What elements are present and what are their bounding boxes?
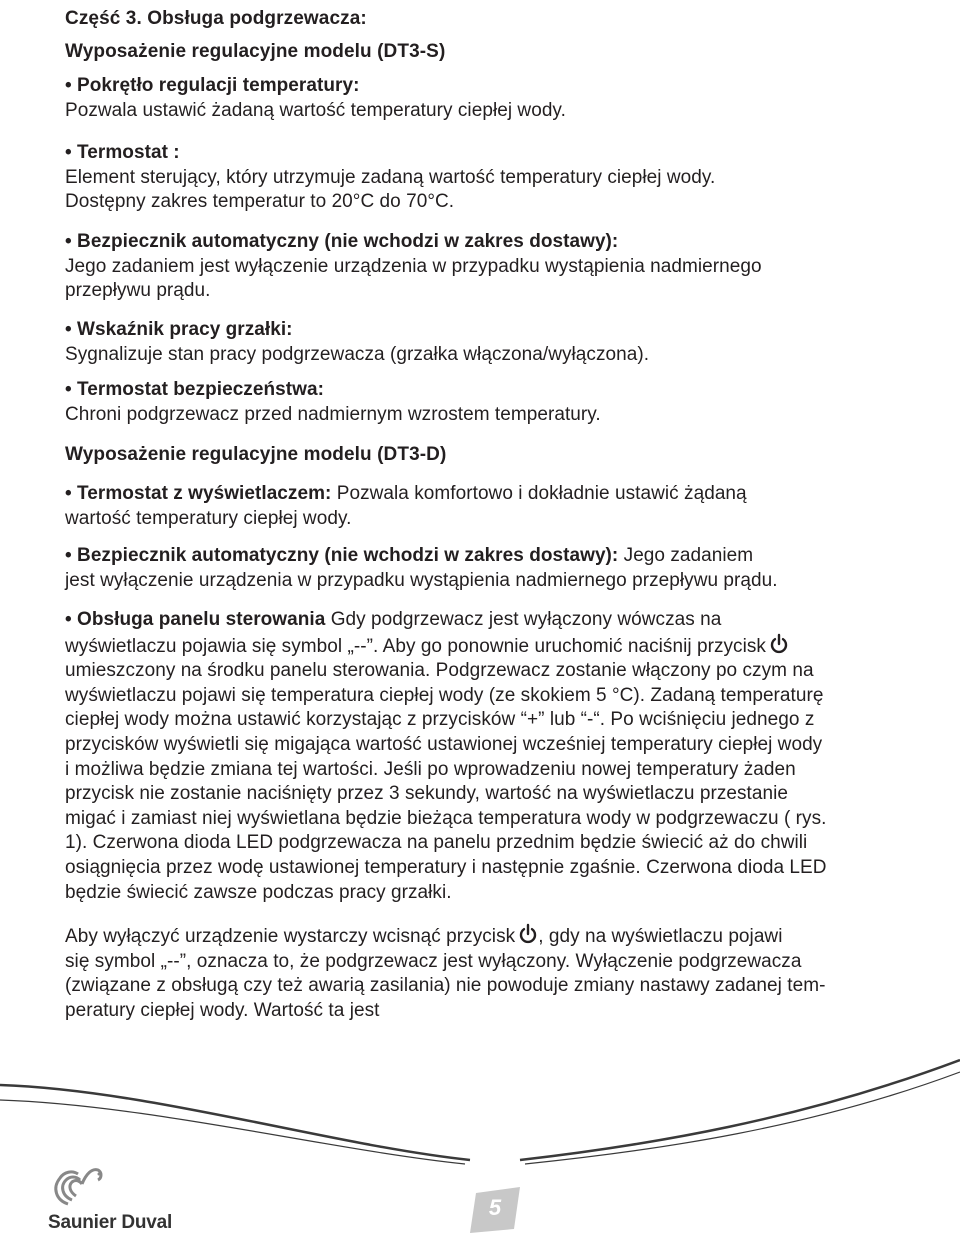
item-line: wyświetlaczu pojawi się temperatura ciepłej wody (ze skokiem 5 °C). Zadaną temperaturę (65, 684, 824, 706)
item-line: Element sterujący, który utrzymuje zadaną wartość temperatury ciepłej wody. (65, 166, 716, 188)
item-line: jest wyłączenie urządzenia w przypadku wystąpienia nadmiernego przepływu prądu. (65, 569, 778, 591)
item-line: będzie świecić zawsze podczas pracy grzałki. (65, 881, 452, 903)
brand-name: Saunier Duval (48, 1212, 173, 1233)
shutdown-paragraph (65, 923, 825, 1023)
item-line: migać i zamiast niej wyświetlana będzie bieżąca temperatura wody w podgrzewaczu ( rys. (65, 807, 827, 829)
item-line: przycisk nie zostanie naciśnięty przez 3 sekundy, wartość na wyświetlaczu przestanie (65, 783, 788, 805)
item-safety-thermostat (65, 378, 601, 427)
bullet: • (65, 75, 72, 96)
item-line: Dostępny zakres temperatur to 20°C do 70°C. (65, 191, 455, 213)
item-line: wartość temperatury ciepłej wody. (65, 507, 352, 529)
item-title: Bezpiecznik automatyczny (nie wchodzi w zakres dostawy): (77, 545, 619, 566)
item-line: przycisków wyświetli się migająca wartość ustawionej wcześniej temperatury ciepłej wody (65, 733, 823, 755)
item-line: umieszczony na środku panelu sterowania. Podgrzewacz zostanie włączony po czym na (65, 660, 814, 682)
model-d-heading: Wyposażenie regulacyjne modelu (DT3-D) (65, 444, 447, 465)
page-number: 5 (488, 1195, 502, 1220)
swan-logo-icon (48, 1160, 118, 1210)
item-title: Termostat bezpieczeństwa: (77, 379, 324, 400)
bullet: • (65, 231, 72, 252)
bullet: • (65, 142, 72, 163)
item-thermostat (65, 141, 715, 215)
section-title: Część 3. Obsługa podgrzewacza: (65, 8, 367, 29)
shutdown-line: peratury ciepłej wody. Wartość ta jest (65, 999, 380, 1021)
bullet: • (65, 483, 72, 504)
item-title: Termostat : (77, 142, 180, 163)
item-title: Wskaźnik pracy grzałki: (77, 319, 293, 340)
item-line: osiągnięcia przez wodę ustawionej temperatury i następnie zgaśnie. Czerwona dioda LED (65, 856, 827, 878)
shutdown-text: Aby wyłączyć urządzenie wystarczy wcisnąć przycisk (65, 926, 516, 947)
item-title: Bezpiecznik automatyczny (nie wchodzi w zakres dostawy): (77, 231, 619, 252)
item-breaker-d (65, 544, 778, 593)
power-icon (769, 633, 789, 655)
item-display-thermostat (65, 482, 747, 531)
item-knob (65, 74, 566, 123)
item-line: Jego zadaniem jest wyłączenie urządzenia w przypadku wystąpienia nadmiernego (65, 255, 762, 277)
item-line: Sygnalizuje stan pracy podgrzewacza (grzałka włączona/wyłączona). (65, 343, 650, 365)
item-heater-indicator (65, 318, 649, 367)
item-line: Chroni podgrzewacz przed nadmiernym wzrostem temperatury. (65, 403, 601, 425)
bullet: • (65, 379, 72, 400)
shutdown-text: , gdy na wyświetlaczu pojawi (538, 926, 783, 947)
item-line: wyświetlaczu pojawia się symbol „--”. Aby go ponownie uruchomić naciśnij przycisk (65, 635, 766, 657)
shutdown-line: (związane z obsługą czy też awarią zasilania) nie powoduje zmiany nastawy zadanej tem- (65, 975, 826, 997)
model-s-heading: Wyposażenie regulacyjne modelu (DT3-S) (65, 41, 446, 62)
item-text: Gdy podgrzewacz jest wyłączony wówczas na (325, 609, 722, 630)
item-text: Pozwala komfortowo i dokładnie ustawić żądaną (331, 483, 747, 504)
item-line: Pozwala ustawić żadaną wartość temperatury ciepłej wody. (65, 99, 566, 121)
item-title: Pokrętło regulacji temperatury: (77, 75, 360, 96)
item-line: przepływu prądu. (65, 280, 211, 302)
bullet: • (65, 609, 72, 630)
item-line: i możliwa będzie zmiana tej wartości. Jeśli po wprowadzeniu nowej temperatury żaden (65, 758, 796, 780)
item-text: Jego zadaniem (618, 545, 754, 566)
item-title: Obsługa panelu sterowania (77, 609, 326, 630)
item-line: ciepłej wody można ustawić korzystając z przycisków “+” lub “-“. Po wciśnięciu jednego z (65, 709, 815, 731)
item-line: 1). Czerwona dioda LED podgrzewacza na panelu przednim będzie świecić aż do chwili (65, 832, 808, 854)
item-control-panel (65, 608, 827, 905)
item-breaker (65, 230, 762, 304)
power-icon (518, 923, 538, 945)
item-title: Termostat z wyświetlaczem: (77, 483, 332, 504)
bullet: • (65, 319, 72, 340)
shutdown-line: się symbol „--”, oznacza to, że podgrzewacz jest wyłączony. Wyłączenie podgrzewacza (65, 950, 802, 972)
bullet: • (65, 545, 72, 566)
footer-swoosh (0, 1050, 960, 1170)
